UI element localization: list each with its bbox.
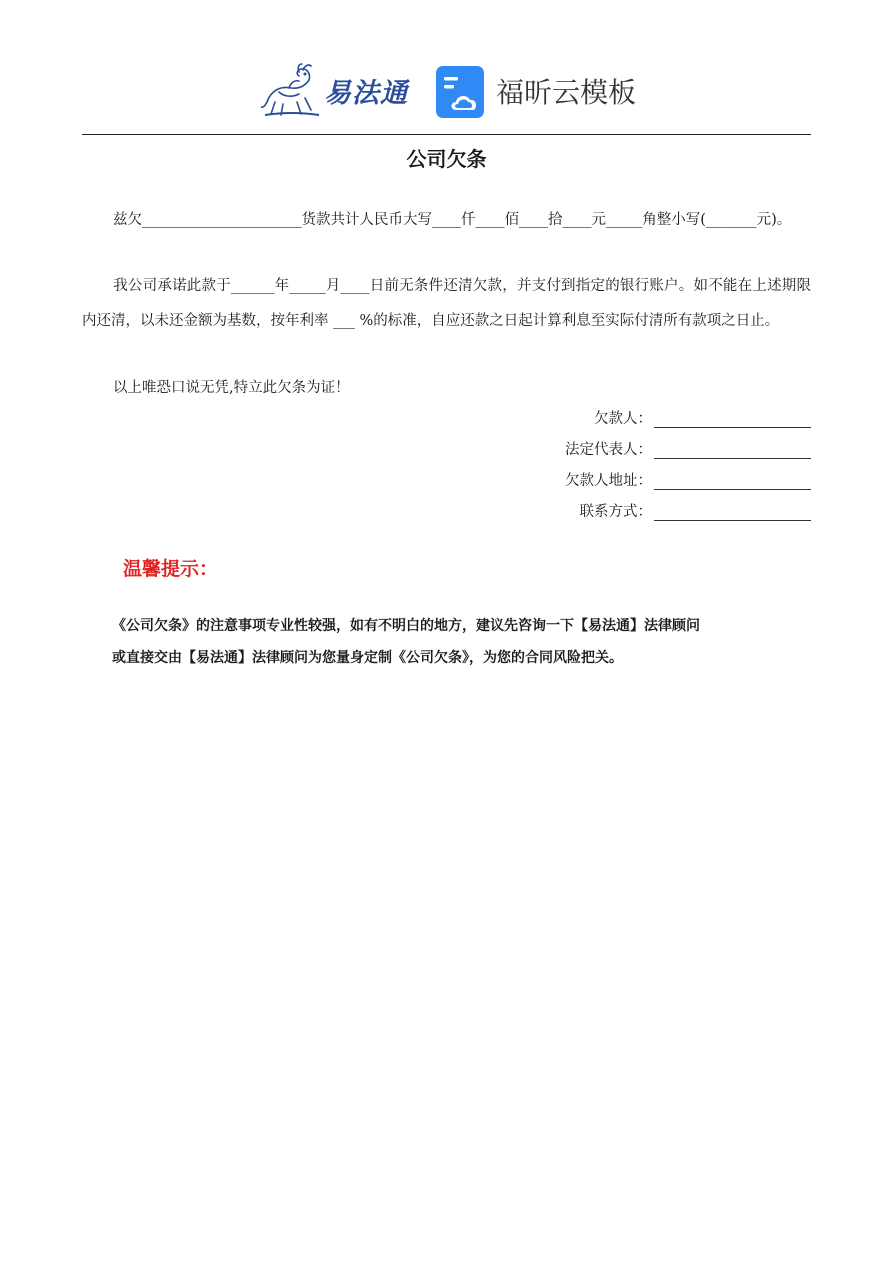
signature-debtor-label: 欠款人：: [594, 411, 652, 427]
tips-line-2: 或直接交由【易法通】法律顾问为您量身定制《公司欠条》，为您的合同风险把关。: [112, 650, 623, 666]
paragraph-repayment-promise-text: 我公司承诺此款于______年_____月____日前无条件还清欠款，并支付到指定的银行账户。如不能在上述期限内还清，以未还金额为基数，按年利率 ___ %的标准，自应还款之日起计算利息至实际付清所有款项之日止。: [82, 278, 811, 329]
paragraph-repayment-promise: [82, 269, 811, 338]
brand-left-name: 易法通: [324, 78, 408, 109]
header-divider: [82, 134, 811, 135]
paragraph-evidence-statement-text: 以上唯恐口说无凭,特立此欠条为证！: [113, 380, 350, 396]
signature-contact-line: [654, 502, 811, 521]
brand-right-name: 福昕云模板: [496, 76, 637, 109]
paragraph-debt-amount-text: 兹欠______________________货款共计人民币大写____仟____佰____拾____元_____角整小写(_______元)。: [113, 212, 792, 228]
signature-address-label: 欠款人地址：: [565, 473, 652, 489]
signature-address-line: [654, 471, 811, 490]
paragraph-evidence-statement: [82, 371, 811, 406]
signature-debtor-line: [654, 409, 811, 428]
signature-contact-label: 联系方式：: [579, 504, 652, 520]
signature-legal-rep-line: [654, 440, 811, 459]
tips-body: [112, 610, 792, 674]
signature-debtor: [594, 407, 811, 428]
paragraph-debt-amount: [82, 203, 811, 238]
signature-contact: [580, 500, 812, 521]
document-cloud-icon: [436, 66, 488, 118]
tips-line-1: 《公司欠条》的注意事项专业性较强，如有不明白的地方，建议先咨询一下【易法通】法律顾问: [112, 618, 700, 634]
qilin-mascot-icon: [261, 62, 323, 118]
page-header: [0, 58, 893, 124]
tips-title: 温馨提示：: [123, 558, 219, 580]
signature-legal-rep: [565, 438, 811, 459]
signature-legal-rep-label: 法定代表人：: [565, 442, 652, 458]
document-title: 公司欠条: [406, 147, 487, 171]
signature-address: [565, 469, 811, 490]
